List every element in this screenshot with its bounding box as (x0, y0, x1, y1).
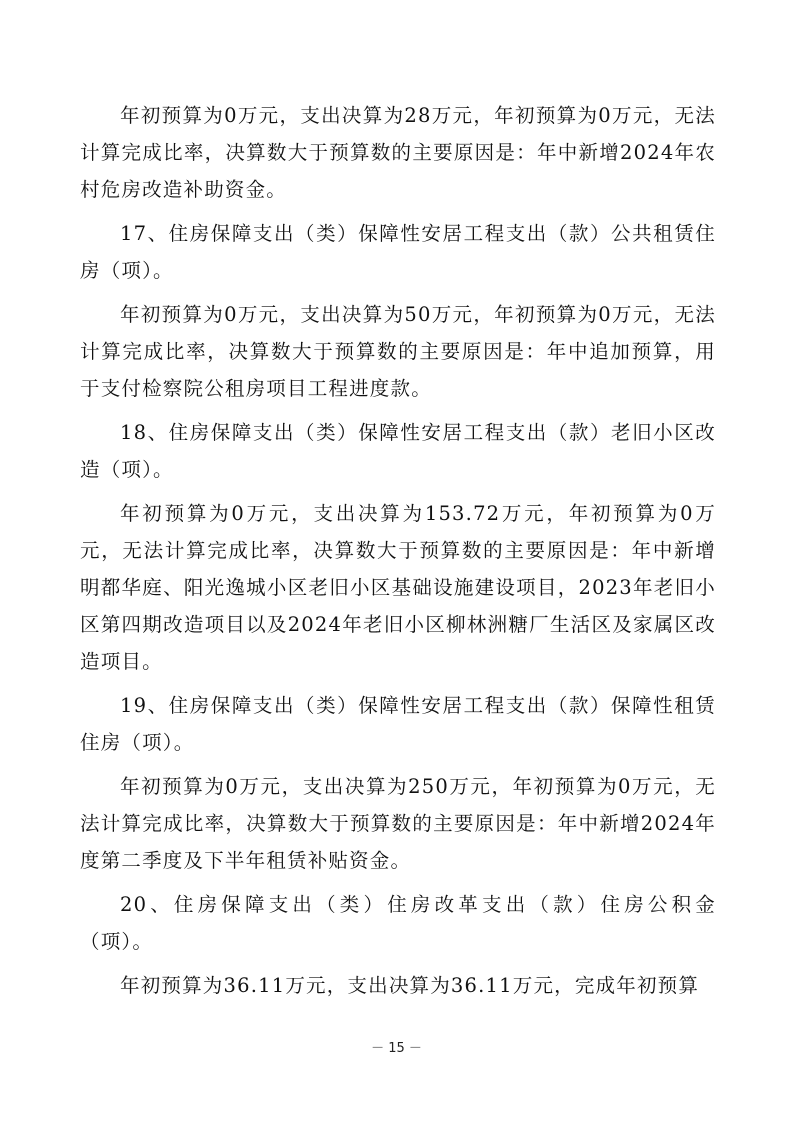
paragraph-budget-public-rental: 年初预算为0万元，支出决算为50万元，年初预算为0万元，无法计算完成比率，决算数大于预算数的主要原因是：年中追加预算，用于支付检察院公租房项目工程进度款。 (80, 303, 716, 400)
heading-item-20: 20、住房保障支出（类）住房改革支出（款）住房公积金（项）。 (80, 893, 716, 953)
document-body (80, 97, 716, 1011)
paragraph-budget-affordable-rental: 年初预算为0万元，支出决算为250万元，年初预算为0万元，无法计算完成比率，决算数大于预算数的主要原因是：年中新增2024年度第二季度及下半年租赁补贴资金。 (80, 775, 716, 872)
heading-item-17: 17、住房保障支出（类）保障性安居工程支出（款）公共租赁住房（项）。 (80, 222, 716, 282)
paragraph-budget-rural-housing: 年初预算为0万元，支出决算为28万元，年初预算为0万元，无法计算完成比率，决算数大于预算数的主要原因是：年中新增2024年农村危房改造补助资金。 (80, 104, 716, 201)
paragraph-budget-old-community: 年初预算为0万元，支出决算为153.72万元，年初预算为0万元，无法计算完成比率，决算数大于预算数的主要原因是：年中新增明都华庭、阳光逸城小区老旧小区基础设施建设项目，2023年老旧小区第四期改造项目以及2024年老旧小区柳林洲糖厂生活区及家属区改造项目。 (80, 502, 716, 673)
heading-item-19: 19、住房保障支出（类）保障性安居工程支出（款）保障性租赁住房（项）。 (80, 694, 716, 754)
heading-item-18: 18、住房保障支出（类）保障性安居工程支出（款）老旧小区改造（项）。 (80, 421, 716, 481)
paragraph-budget-housing-fund: 年初预算为36.11万元，支出决算为36.11万元，完成年初预算 (120, 974, 700, 997)
page-number: － 15 － (371, 1041, 422, 1056)
